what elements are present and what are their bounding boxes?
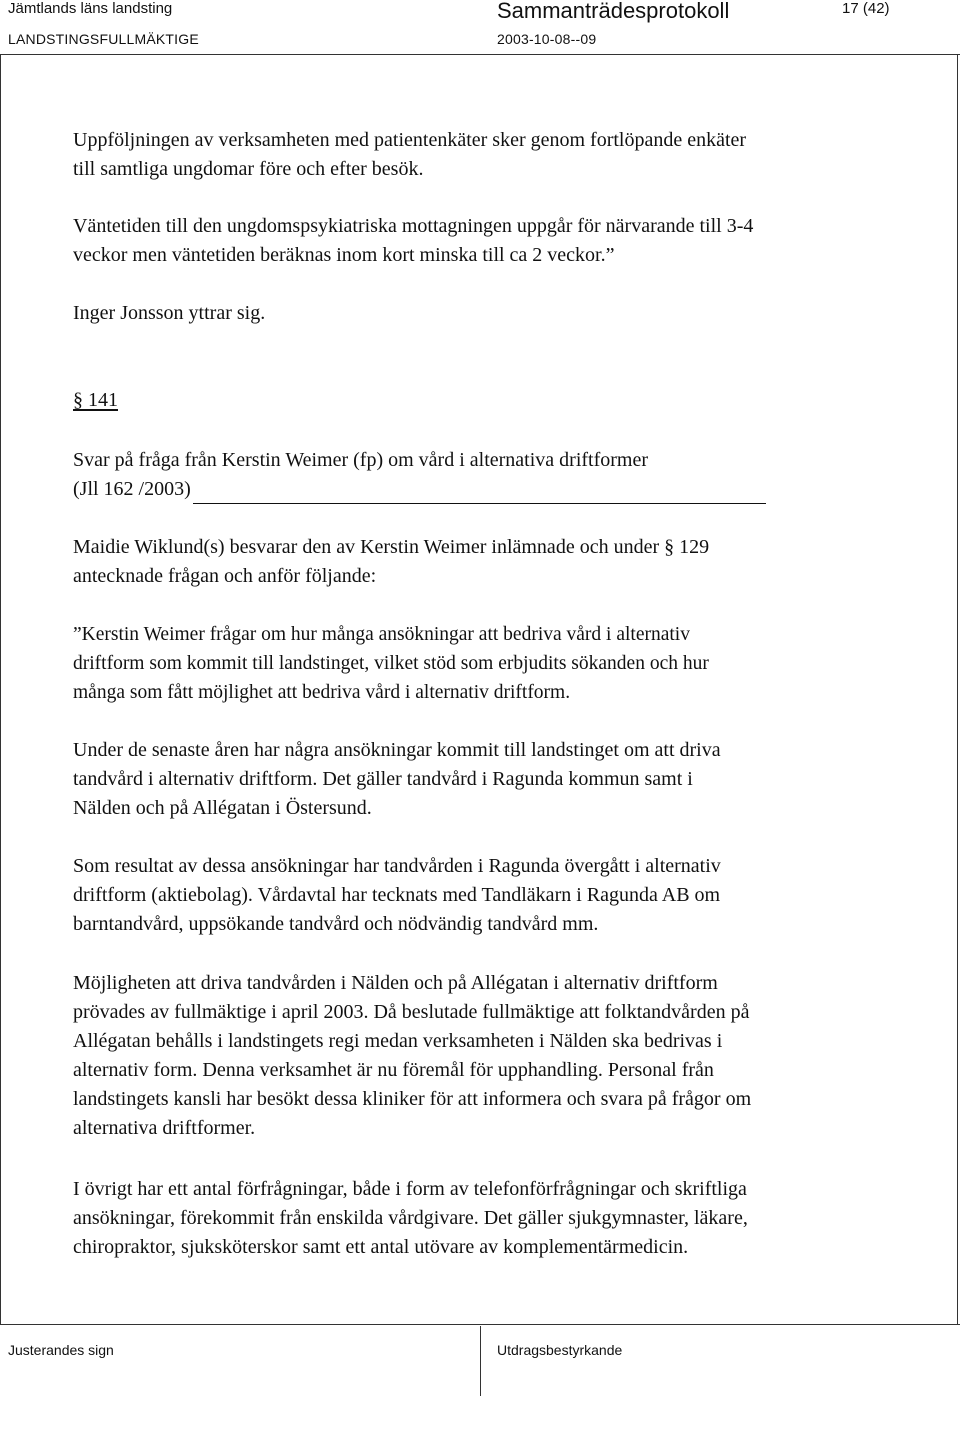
text-line: driftform som kommit till landstinget, vilket stöd som erbjudits sökanden och hur [73,653,709,674]
text-line: alternativ form. Denna verksamhet är nu föremål för upphandling. Personal från [73,1059,714,1081]
text-line: landstingets kansli har besökt dessa kliniker för att informera och svara på frågor om [73,1088,752,1110]
text-line: driftform (aktiebolag). Vårdavtal har tecknats med Tandläkarn i Ragunda AB om [73,884,721,906]
paragraph-followup [73,126,943,184]
frame-right-rule [957,54,958,1324]
frame-bottom-rule [0,1324,960,1325]
text-line: Som resultat av dessa ansökningar har tandvården i Ragunda övergått i alternativ [73,855,721,877]
page-number: 17 (42) [842,0,890,17]
reference-text: (Jll 162 /2003) [73,478,191,500]
body-name: LANDSTINGSFULLMÄKTIGE [8,31,199,47]
text-line: chiropraktor, sjuksköterskor samt ett antal utövare av komplementärmedicin. [73,1236,689,1258]
frame-top-rule [0,54,960,55]
footer-signature-label: Justerandes sign [8,1342,114,1358]
title-underline [193,483,766,504]
section-title-line: Svar på fråga från Kerstin Weimer (fp) om vård i alternativa driftformer [73,449,648,471]
text-line: till samtliga ungdomar före och efter besök. [73,158,424,180]
text-line: Möjligheten att driva tandvården i Nälden och på Allégatan i alternativ driftform [73,972,718,994]
text-line: I övrigt har ett antal förfrågningar, både i form av telefonförfrågningar och skriftliga [73,1178,747,1200]
paragraph-nalden-allegatan [73,969,943,1143]
paragraph-ragunda [73,852,943,939]
text-line: antecknade frågan och anför följande: [73,565,377,587]
paragraph-question-quote [73,620,943,707]
section-heading: § 141 [73,389,118,411]
text-line: Uppföljningen av verksamheten med patientenkäter sker genom fortlöpande enkäter [73,129,747,151]
text-line: tandvård i alternativ driftform. Det gäller tandvård i Ragunda kommun samt i [73,768,693,790]
section-number [73,386,943,415]
paragraph-waiting-time [73,212,943,270]
text-line: Nälden och på Allégatan i Östersund. [73,797,372,819]
footer-certification-label: Utdragsbestyrkande [497,1342,623,1358]
paragraph-other-requests [73,1175,943,1262]
section-title [73,446,943,504]
document-type-title: Sammanträdesprotokoll [497,0,730,23]
organization-name: Jämtlands läns landsting [8,0,173,17]
meeting-date: 2003-10-08--09 [497,31,597,47]
text-line: Väntetiden till den ungdomspsykiatriska mottagningen uppgår för närvarande till 3-4 [73,215,754,237]
frame-left-rule [0,54,1,1324]
text-line: prövades av fullmäktige i april 2003. Då beslutade fullmäktige att folktandvården på [73,1001,750,1023]
paragraph-answer-intro [73,533,943,591]
text-line: alternativa driftformer. [73,1117,256,1139]
footer-divider [480,1326,481,1396]
text-line: Allégatan behålls i landstingets regi medan verksamheten i Nälden ska bedrivas i [73,1030,723,1052]
text-line: veckor men väntetiden beräknas inom kort minska till ca 2 veckor.” [73,244,615,266]
text-line: Under de senaste åren har några ansökningar kommit till landstinget om att driva [73,739,721,761]
text-line: många som fått möjlighet att bedriva vård i alternativ driftform. [73,682,571,703]
section-title-reference [73,475,943,504]
paragraph-speaker: Inger Jonsson yttrar sig. [73,302,266,324]
text-line: ansökningar, förekommit från enskilda vårdgivare. Det gäller sjukgymnaster, läkare, [73,1207,748,1229]
text-line: Maidie Wiklund(s) besvarar den av Kerstin Weimer inlämnade och under § 129 [73,536,710,558]
text-line: barntandvård, uppsökande tandvård och nödvändig tandvård mm. [73,913,599,935]
paragraph-applications [73,736,943,823]
text-line: ”Kerstin Weimer frågar om hur många ansökningar att bedriva vård i alternativ [73,624,690,645]
